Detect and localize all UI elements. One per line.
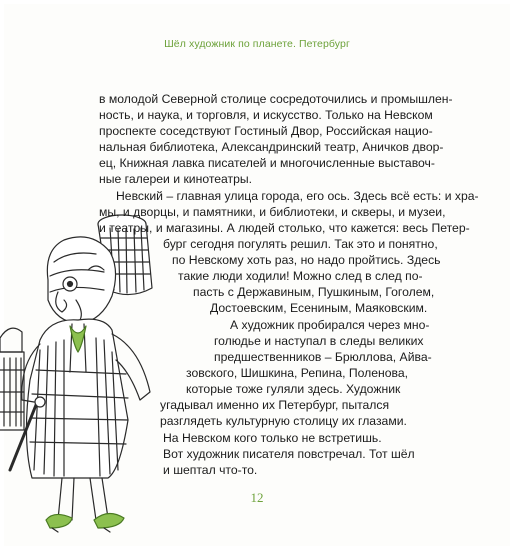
writer-head	[47, 237, 115, 324]
text-line: проспекте соседствуют Гостиный Двор, Российская нацио-	[99, 124, 433, 138]
text-line: в молодой Северной столице сосредоточились и промышлен-	[99, 92, 453, 106]
text-line: голюдье и наступал в следы великих	[214, 334, 424, 348]
text-line: разглядеть культурную столицу их глазами.	[160, 414, 407, 428]
text-line: Вот художник писателя повстречал. Тот шёл	[163, 447, 415, 461]
running-title: Шёл художник по планете. Петербург	[164, 38, 350, 50]
text-line: Невский – главная улица города, его ось. Здесь всё есть: и хра-	[116, 189, 479, 203]
text-line: по Невскому хоть раз, но надо пройтись. Здесь	[172, 253, 441, 267]
text-line: ные галереи и кинотеатры.	[99, 172, 253, 186]
text-line: ец, Книжная лавка писателей и многочисленные выставоч-	[99, 156, 435, 170]
text-line: такие люди ходили! Можно след в след по-	[178, 269, 423, 283]
text-line: нальная библиотека, Александринский театр, Аничков двор-	[99, 140, 444, 154]
text-line: угадывал именно их Петербург, пытался	[160, 398, 390, 412]
text-line: и шептал что-то.	[163, 463, 258, 477]
text-line: бург сегодня погулять решил. Так это и понятно,	[163, 237, 438, 251]
text-line: зовского, Шишкина, Репина, Поленова,	[186, 366, 409, 380]
text-line: ность, и наука, и торговля, и искусство. Только на Невском	[99, 108, 433, 122]
text-line: предшественников – Брюллова, Айва-	[214, 350, 432, 364]
text-line: На Невском кого только не встретишь.	[163, 431, 382, 445]
text-line: которые тоже гуляли здесь. Художник	[186, 382, 401, 396]
building-sketch	[0, 328, 24, 430]
writer-coat	[10, 319, 150, 478]
text-line: мы, и дворцы, и памятники, и библиотеки, и скверы, и музеи,	[99, 205, 446, 219]
text-line: пасть с Державиным, Пушкиным, Гоголем,	[193, 285, 435, 299]
text-line: А художник пробирался через мно-	[230, 318, 430, 332]
text-line: и театры, и магазины. А людей столько, что кажется: весь Петер-	[99, 221, 470, 235]
page-number: 12	[250, 490, 264, 505]
text-line: Достоевским, Есениным, Маяковским.	[210, 301, 428, 315]
